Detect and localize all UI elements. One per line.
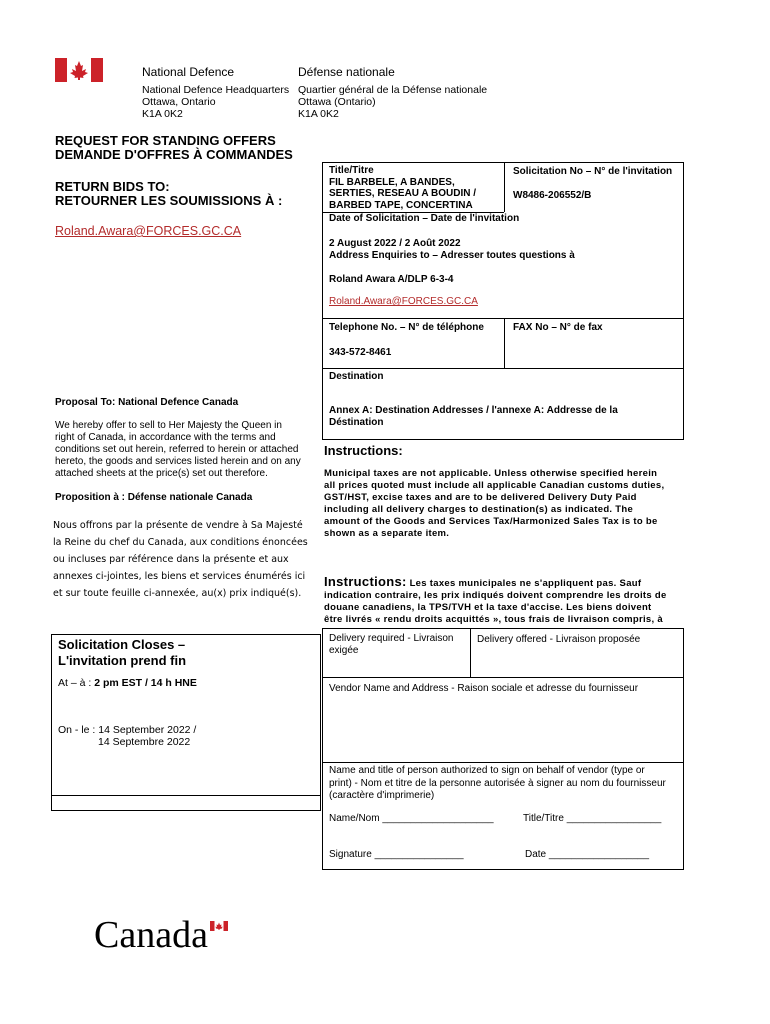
- proposal-heading-fr: Proposition à : Défense nationale Canada: [55, 492, 253, 503]
- solicitation-no-value: W8486-206552/B: [513, 190, 592, 201]
- title-field-vendor[interactable]: Title/Titre _________________: [523, 813, 662, 824]
- delivery-offered-field[interactable]: Delivery offered - Livraison proposée: [477, 634, 641, 645]
- enquiries-name: Roland Awara A/DLP 6-3-4: [329, 274, 454, 285]
- signature-field[interactable]: Signature ________________: [329, 849, 464, 860]
- return-email-link[interactable]: Roland.Awara@FORCES.GC.CA: [55, 224, 242, 238]
- fax-label: FAX No – N° de fax: [513, 322, 603, 333]
- instructions-heading-en: Instructions:: [324, 443, 403, 458]
- title-field: Title/Titre FIL BARBELE, A BANDES, SERTIES, RESEAU A BOUDIN / BARBED TAPE, CONCERTINA: [329, 165, 477, 211]
- instructions-fr: Instructions: Les taxes municipales ne s'appliquent pas. Sauf indication contraire, les prix indiqués doivent comprendre les droits de douane canadiens, la TPS/TVH et la taxe d'accise. Les biens doivent être livrés « rendu droits acquittés », tous frais de livraison compris, à: [324, 574, 667, 625]
- return-bids-label: RETURN BIDS TO: RETOURNER LES SOUMISSIONS À :: [55, 179, 283, 208]
- address-en: National Defence Headquarters Ottawa, Ontario K1A 0K2: [142, 84, 290, 120]
- authorized-person-label: Name and title of person authorized to sign on behalf of vendor (type or print) - Nom et titre de la personne autorisée à signer au nom du fournisseur (caractère d'imprimerie): [329, 765, 666, 801]
- canada-wordmark: Canada: [94, 914, 208, 956]
- closes-heading: Solicitation Closes – L'invitation prend fin: [58, 637, 187, 668]
- closes-date: On - le : 14 September 2022 / 14 Septembre 2022: [58, 724, 197, 748]
- page-title: REQUEST FOR STANDING OFFERS DEMANDE D'OFFRES À COMMANDES: [55, 133, 293, 162]
- name-field[interactable]: Name/Nom ____________________: [329, 813, 494, 824]
- date-field[interactable]: Date __________________: [525, 849, 650, 860]
- vendor-name-address-field[interactable]: Vendor Name and Address - Raison sociale et adresse du fournisseur: [329, 683, 639, 694]
- wordmark-flag-icon: [210, 921, 228, 931]
- enquiries-email-link[interactable]: Roland.Awara@FORCES.GC.CA: [329, 296, 478, 307]
- instructions-heading-fr: Instructions:: [324, 574, 407, 589]
- proposal-body-fr: Nous offrons par la présente de vendre à Sa Majesté la Reine du chef du Canada, aux conditions énoncées ou incluses par référence dans la présente et aux annexes ci-jointes, les biens et services énumérés ici et sur toute feuille ci-annexée, au(x) prix indiqué(s).: [53, 520, 308, 599]
- canada-flag-icon: [55, 58, 103, 82]
- delivery-required-field[interactable]: Delivery required - Livraison exigée: [329, 633, 454, 656]
- dept-name-fr: Défense nationale: [298, 65, 395, 79]
- date-of-solicitation-label: Date of Solicitation – Date de l'invitation: [329, 213, 520, 224]
- destination-value: Annex A: Destination Addresses / l'annexe A: Addresse de la Déstination: [329, 405, 618, 428]
- destination-label: Destination: [329, 371, 384, 382]
- dept-name-en: National Defence: [142, 65, 235, 79]
- address-fr: Quartier général de la Défense nationale Ottawa (Ontario) K1A 0K2: [298, 84, 488, 120]
- proposal-body-en: We hereby offer to sell to Her Majesty the Queen in right of Canada, in accordance with the terms and conditions set out herein, referred to herein or attached hereto, the goods and services listed herein and on any attached sheets at the price(s) set out therefore.: [55, 420, 301, 479]
- date-of-solicitation-value: 2 August 2022 / 2 Août 2022: [329, 238, 461, 249]
- telephone-value: 343-572-8461: [329, 347, 392, 358]
- enquiries-label: Address Enquiries to – Adresser toutes questions à: [329, 250, 575, 261]
- proposal-heading-en: Proposal To: National Defence Canada: [55, 397, 239, 408]
- instructions-body-en: Municipal taxes are not applicable. Unless otherwise specified herein all prices quoted must include all applicable Canadian customs duties, GST/HST, excise taxes and are to be delivered Delivery Duty Paid including all delivery charges to destination(s) as indicated. The amount of the Goods and Services Tax/Harmonized Sales Tax is to be shown as a separate item.: [324, 468, 665, 539]
- telephone-label: Telephone No. – N° de téléphone: [329, 322, 484, 333]
- solicitation-no-label: Solicitation No – N° de l'invitation: [513, 166, 673, 177]
- closes-time: At – à : 2 pm EST / 14 h HNE: [58, 677, 197, 689]
- vendor-box: [322, 628, 684, 870]
